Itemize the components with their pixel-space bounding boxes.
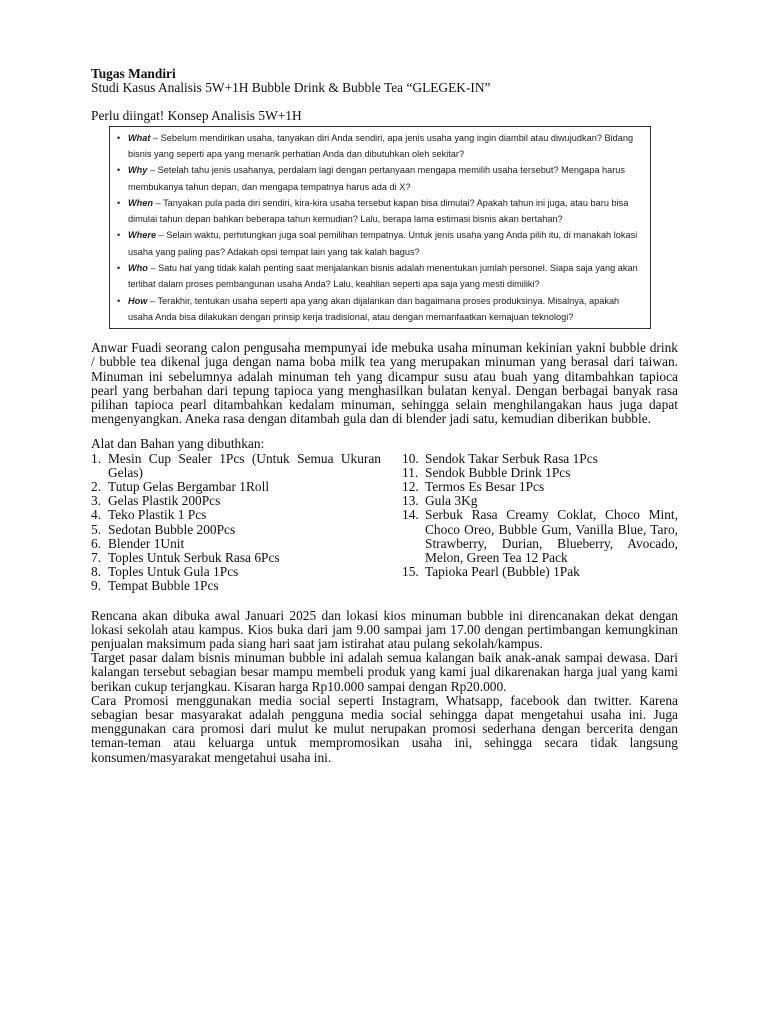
bullet-icon: • <box>117 132 121 143</box>
list-item: 13. Gula 3Kg <box>402 493 478 509</box>
tools-column-left <box>91 452 402 594</box>
concept-key: What <box>128 132 151 143</box>
list-item: 15. Tapioka Pearl (Bubble) 1Pak <box>402 564 580 580</box>
plan-paragraph: Rencana akan dibuka awal Januari 2025 dan lokasi kios minuman bubble ini direncanakan dekat dengan lokasi sekolah atau kampus. Kios buka dari jam 9.00 sampai jam 17.00 dengan pertimbangan kemungkinan penjualan maksimum pada siang hari saat jam istirahat atau pulang sekolah/kampus. <box>91 607 678 652</box>
list-item: 8. Toples Untuk Gula 1Pcs <box>91 564 239 580</box>
target-paragraph: Target pasar dalam bisnis minuman bubble ini adalah semua kalangan baik anak-anak sampai dewasa. Dari kalangan tersebut sebagian besar mampu membeli produk yang kami jual dikarenakan harga jual yang kami berikan cukup terjangkau. Kisaran harga Rp10.000 sampai dengan Rp20.000. <box>91 650 678 694</box>
bullet-icon: • <box>117 295 121 306</box>
concept-box <box>109 126 651 330</box>
concept-key: Where <box>128 230 157 241</box>
concept-key: Why <box>128 165 148 176</box>
concept-item-where <box>116 227 644 260</box>
document-title: Tugas Mandiri <box>91 66 176 81</box>
list-item: 9. Tempat Bubble 1Pcs <box>91 578 219 594</box>
concept-item-when <box>116 195 644 228</box>
concept-text: – Sebelum mendirikan usaha, tanyakan diri Anda sendiri, apa jenis usaha yang ingin diambil atau diwujudkan? Bidang bisnis yang seperti apa yang menarik perhatian Anda dan dibutuhkan oleh sekitar? <box>128 132 634 159</box>
bullet-icon: • <box>117 230 121 241</box>
promotion-paragraph: Cara Promosi menggunakan media social seperti Instagram, Whatsapp, facebook dan twitter. Karena sebagian besar masyarakat adalah pengguna media social sehingga dapat mengetahui usaha ini. Juga menggunakan cara promosi dari mulut ke mulut nerupakan promosi sederhana dengan bercerita dengan teman-teman atau keluarga untuk mempromosikan usaha ini, sehingga secara tidak langsung konsumen/masyarakat mengetahui usaha ini. <box>91 692 678 765</box>
list-item: 3. Gelas Plastik 200Pcs <box>91 493 221 509</box>
list-item: 10. Sendok Takar Serbuk Rasa 1Pcs <box>402 450 598 466</box>
tools-column-right <box>402 452 678 594</box>
tools-heading: Alat dan Bahan yang dibuthkan: <box>91 436 265 452</box>
concept-text: – Selain waktu, perhitungkan juga soal pemilihan tempatnya. Untuk jenis usaha yang Anda pilih itu, di manakah lokasi usaha yang paling pas? Adakah opsi tempat lain yang tak kalah bagus? <box>128 230 638 257</box>
bullet-icon: • <box>117 262 121 273</box>
concept-text: – Tanyakan pula pada diri sendiri, kira-kira usaha tersebut kapan bisa dimulai? Apakah tahun ini juga, atau baru bisa dimulai tahun depan bahkan beberapa tahun kemudian? Lalu, berapa lama estimasi bisnis akan bertahan? <box>128 197 629 225</box>
concept-item-why <box>116 162 644 195</box>
list-item: 7. Toples Untuk Serbuk Rasa 6Pcs <box>91 550 280 566</box>
concept-key: Who <box>128 262 148 273</box>
list-item: 14. Serbuk Rasa Creamy Coklat, Choco Mint, Choco Oreo, Bubble Gum, Vanilla Blue, Taro, Strawberry, Durian, Blueberry, Avocado, Melon, Green Tea 12 Pack <box>402 507 678 566</box>
concept-heading: Perlu diingat! Konsep Analisis 5W+1H <box>91 108 302 124</box>
concept-key: When <box>128 197 154 208</box>
list-item: 5. Sedotan Bubble 200Pcs <box>91 521 236 537</box>
list-item: 11. Sendok Bubble Drink 1Pcs <box>402 464 571 480</box>
intro-paragraph: Anwar Fuadi seorang calon pengusaha mempunyai ide mebuka usaha minuman kekinian yakni bubble drink / bubble tea dikenal juga dengan nama boba milk tea yang merupakan minuman yang berasal dari taiwan. Minuman ini sebelumnya adalah minuman teh yang dicampur susu atau buah yang ditambahkan tapioca pearl yang berbahan dari tepung tapioca yang menghasilkan bulatan kenyal. Dengan berbagai banyak rasa pilihan tapioca pearl ditambahkan kedalam minuman, sehingga selain menghilangakan haus juga dapat mengenyangkan. Aneka rasa dengan ditambah gula dan di blender jadi satu, kemudian diberikan bubble. <box>91 340 678 427</box>
concept-text: – Terakhir, tentukan usaha seperti apa yang akan dijalankan dan bagaimana proses produksinya. Misalnya, apakah usaha Anda bisa dilakukan dengan prinsip kerja tradisional, atau dengan memanfaatkan kemajuan teknologi? <box>128 295 620 322</box>
list-item: 12. Termos Es Besar 1Pcs <box>402 479 545 494</box>
concept-item-how <box>116 293 644 326</box>
concept-text: – Satu hal yang tidak kalah penting saat menjalankan bisnis adalah menentukan jumlah personel. Siapa saja yang akan terlibat dalam proses pembangunan usaha Anda? Lalu, keahlian seperti apa saja yang mesti dimiliki? <box>128 262 638 290</box>
document-page <box>91 67 678 765</box>
list-item: 1. Mesin Cup Sealer 1Pcs (Untuk Semua Ukuran Gelas) <box>91 450 381 480</box>
tools-list <box>91 452 678 594</box>
concept-item-who <box>116 260 644 293</box>
list-item: 2. Tutup Gelas Bergambar 1Roll <box>91 479 270 494</box>
bullet-icon: • <box>117 165 121 176</box>
list-item: 6. Blender 1Unit <box>91 535 185 551</box>
list-item: 4. Teko Plastik 1 Pcs <box>91 507 207 523</box>
concept-item-what <box>116 130 644 163</box>
concept-key: How <box>128 295 148 306</box>
document-subtitle: Studi Kasus Analisis 5W+1H Bubble Drink & Bubble Tea “GLEGEK-IN” <box>91 80 491 96</box>
concept-text: – Setelah tahu jenis usahanya, perdalam lagi dengan pertanyaan mengapa memilih usaha tersebut? Mengapa harus membukanya tahun depan, dan mengapa tempatnya harus ada di X? <box>128 165 625 192</box>
bullet-icon: • <box>117 197 121 208</box>
